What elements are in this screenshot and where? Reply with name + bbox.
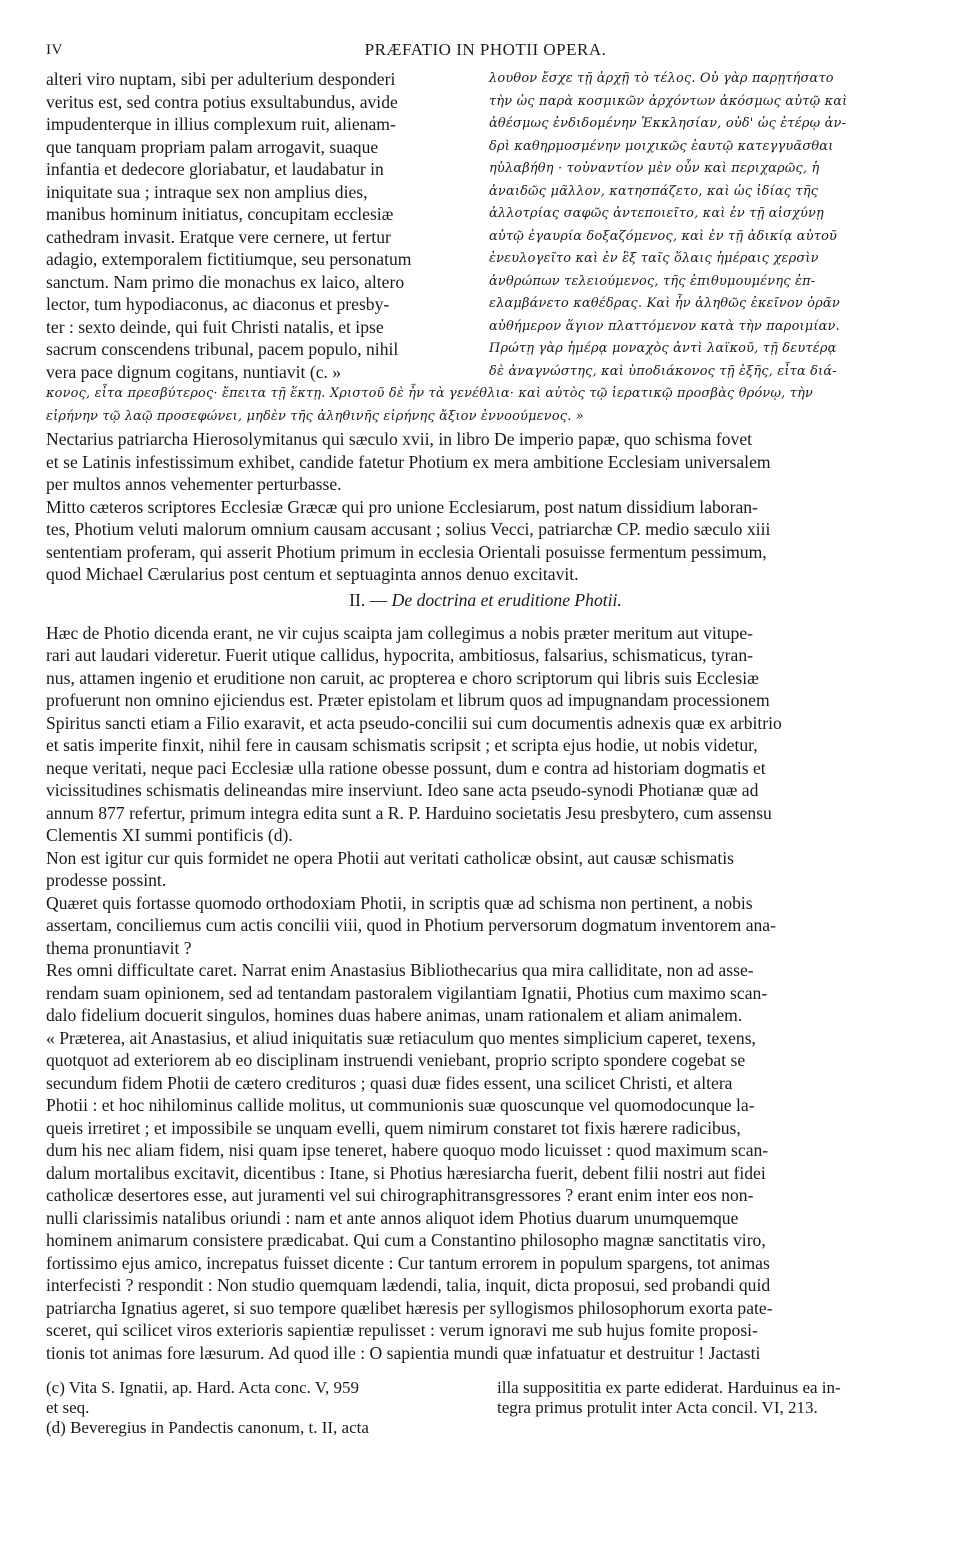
text-line: vicissitudines schismatis delineandas mire inserviunt. Ideo sane acta pseudo-synodi Photianæ quæ ad: [46, 780, 759, 800]
footnote-line: (d) Beveregius in Pandectis canonum, t. II, acta: [46, 1418, 369, 1437]
text-line: impudenterque in illius complexum ruit, alienam-: [46, 114, 396, 134]
section-number: II. —: [349, 589, 388, 610]
text-line: adagio, extemporalem fictitiumque, seu personatum: [46, 249, 412, 269]
text-line: dalum mortalibus excitavit, dicentibus : Itane, si Photius hæresiarcha fuerit, debent filii nostri aut fidei: [46, 1162, 766, 1183]
greek-line: εἰρήνην τῷ λαῷ προσεφώνει, μηδὲν τῆς ἀληθινῆς εἰρήνης ἄξιον ἐννοούμενος. »: [46, 408, 584, 424]
text-line: iniquitate sua ; intraque sex non amplius dies,: [46, 181, 368, 202]
section-title: De doctrina et eruditione Photii.: [391, 589, 622, 610]
text-line: queis irretiret ; et impossibile se unquam evelli, quem nimirum constaret tot fixis hærere radicibus,: [46, 1117, 741, 1138]
text-line: vera pace dignum cogitans, nuntiavit (c. »: [46, 361, 342, 382]
greek-line: δὲ ἀναγνώστης, καὶ ὑποδιάκονος τῇ ἑξῆς, εἶτα διά-: [489, 363, 837, 379]
paragraph-res: [46, 959, 925, 1027]
text-line: catholicæ desertores esse, aut juramenti vel sui chirographitransgressores ? erant enim inter eos non-: [46, 1185, 754, 1205]
text-line: tionis tot animas fore læsurum. Ad quod ille : O sapientia mundi quæ infatuatur et destruitur ! Jactasti: [46, 1342, 761, 1363]
paragraph-haec: [46, 622, 925, 847]
two-column-block: [46, 68, 925, 383]
text-line: « Præterea, ait Anastasius, et aliud iniquitatis suæ retiaculum quo mentes simplicium caperet, texens,: [46, 1027, 756, 1048]
greek-line: ηὐλαβήθη · τοὐναντίον μὲν οὖν καὶ περιχαρῶς, ἡ: [489, 161, 820, 176]
paragraph-praeterea: [46, 1027, 925, 1365]
greek-line: αὐτῷ ἐγαυρία δοξαζόμενος, καὶ ἐν τῇ ἀδικίᾳ αὐτοῦ: [489, 228, 838, 244]
footnote-line: (c) Vita S. Ignatii, ap. Hard. Acta conc. V, 959: [46, 1378, 359, 1397]
text-line: et satis imperite finxit, nihil fere in causam schismatis scripsit ; et scripta ejus hodie, ut nobis videtur,: [46, 735, 758, 755]
greek-line: ἐνευλογεῖτο καὶ ἐν ἓξ ταῖς ὅλαις ἡμέραις χερσὶν: [489, 251, 819, 266]
text-line: neque veritati, neque paci Ecclesiæ ulla ratione obesse possunt, dum e contra ad historiam dogmatis et: [46, 757, 766, 778]
text-line: sacrum conscendens tribunal, pacem populo, nihil: [46, 339, 399, 359]
footnote-line: et seq.: [46, 1398, 90, 1417]
text-line: manibus hominum initiatus, concupitam ecclesiæ: [46, 204, 394, 224]
section-heading: [46, 588, 925, 612]
text-line: et se Latinis infestissimum exhibet, candide fatetur Photium ex mera ambitione Ecclesiam universalem: [46, 451, 771, 472]
text-line: thema pronuntiavit ?: [46, 937, 192, 958]
latin-column: [46, 68, 478, 383]
greek-line: ἀναιδῶς μᾶλλον, κατησπάζετο, καὶ ὡς ἰδίας τῆς: [489, 183, 819, 199]
text-line: ter : sexto deinde, qui fuit Christi natalis, et ipse: [46, 316, 384, 337]
footnote-line: illa supposititia ex parte ediderat. Harduinus ea in-: [497, 1378, 841, 1397]
greek-line: Πρώτῃ γὰρ ἡμέρᾳ μοναχὸς ἀντὶ λαϊκοῦ, τῇ δευτέρᾳ: [489, 341, 837, 356]
text-line: Res omni difficultate caret. Narrat enim Anastasius Bibliothecarius qua mira calliditate, non ad asse-: [46, 960, 754, 980]
text-line: quotquot ad exteriorem ab eo disciplinam instruendi veniebant, proprio scripto spondere cogebat se: [46, 1050, 746, 1070]
text-line: dum his nec aliam fidem, nisi quam ipse teneret, habere quoquo modo licuisset : quod maximum scan-: [46, 1140, 769, 1160]
paragraph-mitto: [46, 496, 925, 586]
text-line: cathedram invasit. Eratque vere cernere, ut fertur: [46, 226, 391, 247]
text-line: lector, tum hypodiaconus, ac diaconus et presby-: [46, 294, 390, 314]
text-line: Spiritus sancti etiam a Filio exaravit, et acta pseudo-concilii sui cum documentis adnexis quæ ex arbitrio: [46, 712, 782, 733]
text-line: Clementis XI summi pontificis (d).: [46, 825, 293, 845]
text-line: dalo fidelium docuerit singulos, homines duas habere animas, unam rationalem et aliam animalem.: [46, 1005, 743, 1025]
greek-line: δρὶ καθηρμοσμένην μοιχικῶς ἑαυτῷ κατεγγυᾶσθαι: [489, 138, 834, 154]
footnote-columns: [46, 1378, 925, 1438]
text-line: infantia et dedecore gloriabatur, et laudabatur in: [46, 159, 384, 179]
greek-column: [489, 68, 925, 383]
text-line: veritus est, sed contra potius exsultabundus, avide: [46, 91, 398, 112]
text-line: prodesse possint.: [46, 870, 167, 890]
text-line: Quæret quis fortasse quomodo orthodoxiam Photii, in scriptis quæ ad schisma non pertinent, a nobis: [46, 892, 753, 913]
footnotes: [46, 1378, 925, 1438]
greek-full-width: [46, 383, 925, 428]
paragraph-nectarius: [46, 428, 925, 496]
greek-line: ἀνθρώπων τελειούμενος, τῆς ἐπιθυμουμένης ἐπ-: [489, 273, 816, 289]
text-line: hominem animarum consistere prædicabat. Qui cum a Constantino philosopho magnæ sanctitatis viro,: [46, 1230, 766, 1250]
text-line: sanctum. Nam primo die monachus ex laico, altero: [46, 271, 405, 292]
greek-line: ἀθέσμως ἐνδιδομένην Ἐκκλησίαν, οὐδ' ὡς ἑτέρῳ ἀν-: [489, 116, 847, 131]
text-line: Nectarius patriarcha Hierosolymitanus qui sæculo xvii, in libro De imperio papæ, quo schisma fovet: [46, 429, 753, 449]
text-line: nulli clarissimis natalibus oriundi : nam et ante annos aliquot idem Photius duarum unumquemque: [46, 1207, 739, 1228]
text-line: rari aut laudari videretur. Fuerit utique callidus, hypocrita, ambitiosus, falsarius, schismaticus, tyran-: [46, 645, 753, 665]
paragraph-non-est: [46, 847, 925, 892]
text-line: interfecisti ? respondit : Non studio quemquam lædendi, talia, inquit, dicta proposui, sed probandi quid: [46, 1275, 771, 1295]
text-line: Photii : et hoc nihilominus callide molitus, ut communionis suæ quoscunque vel quomodocunque la-: [46, 1095, 755, 1115]
text-line: per multos annos vehementer perturbasse.: [46, 474, 342, 494]
greek-line: αὐθήμερον ἅγιον πλαττόμενον κατὰ τὴν παροιμίαν.: [489, 318, 840, 334]
text-line: fortissimo ejus amico, increpatus fuisset dicente : Cur tantum errorem in populum spargens, tot animas: [46, 1252, 770, 1273]
greek-line: τὴν ὡς παρὰ κοσμικῶν ἀρχόντων ἀκόσμως αὐτῷ καὶ: [489, 93, 848, 109]
greek-line: ελαμβάνετο καθέδρας. Καὶ ἦν ἀληθῶς ἐκεῖνον ὁρᾶν: [489, 296, 840, 311]
text-line: alteri viro nuptam, sibi per adulterium desponderi: [46, 69, 396, 89]
greek-line: κονος, εἶτα πρεσβύτερος· ἔπειτα τῇ ἕκτῃ. Χριστοῦ δὲ ἦν τὰ γενέθλια· καὶ αὐτὸς τῷ ἱερατικῷ προσβὰς θρόνῳ, τὴν: [46, 386, 814, 401]
footnotes-right: [497, 1378, 925, 1438]
text-line: sententiam proferam, qui asserit Photium primum in ecclesia Orientali posuisse fermentum pessimum,: [46, 541, 767, 562]
text-line: Non est igitur cur quis formidet ne opera Photii aut veritati catholicæ obsint, aut causæ schismatis: [46, 847, 734, 868]
text-line: secundum fidem Photii de cætero credituros ; quasi duæ fides essent, una scilicet Christi, et altera: [46, 1072, 733, 1093]
text-line: assertam, conciliemus cum actis concilii viii, quod in Photium perversorum dogmatum inventorem ana-: [46, 915, 776, 935]
footnote-line: tegra primus protulit inter Acta concil. VI, 213.: [497, 1398, 818, 1417]
text-line: Mitto cæteros scriptores Ecclesiæ Græcæ qui pro unione Ecclesiarum, post natum dissidium laboran-: [46, 496, 758, 517]
text-line: nus, attamen ingenio et eruditione non caruit, ac propterea e choro scriptorum qui libris suis Ecclesiæ: [46, 667, 759, 688]
text-line: que tanquam propriam palam arrogavit, suaque: [46, 136, 379, 157]
paragraph-quaeret: [46, 892, 925, 960]
text-line: tes, Photium veluti malorum omnium causam accusant ; solius Vecci, patriarchæ CP. medio sæculo xiii: [46, 519, 771, 539]
page-number: IV: [46, 42, 63, 58]
text-line: patriarcha Ignatius ageret, si suo tempore quælibet hæresis per syllogismos philosophorum exorta pate-: [46, 1297, 773, 1318]
text-line: profuerunt non omnino ejiciendus est. Præter epistolam et librum quos ad impugnandam processionem: [46, 690, 770, 710]
footnotes-left: [46, 1378, 486, 1438]
greek-line: λουθον ἔσχε τῇ ἀρχῇ τὸ τέλος. Οὐ γὰρ παρῃτήσατο: [489, 71, 834, 86]
text-line: sceret, qui scilicet viros exterioris sapientiæ repulisset : verum ignoravi me sub hujus fomite proposi-: [46, 1320, 758, 1340]
text-line: Hæc de Photio dicenda erant, ne vir cujus scaipta jam collegimus a nobis præter meritum aut vitupe-: [46, 622, 753, 643]
running-title: PRÆFATIO IN PHOTII OPERA.: [364, 40, 607, 59]
running-header: [46, 38, 925, 68]
text-line: annum 877 refertur, primum integra edita sunt a R. P. Harduino societatis Jesu presbytero, cum assensu: [46, 802, 772, 823]
greek-line: ἀλλοτρίας σαφῶς ἀντεποιεῖτο, καὶ ἐν τῇ αἰσχύνῃ: [489, 206, 824, 221]
main-text: [46, 428, 925, 1364]
text-line: rendam suam opinionem, sed ad tentandam pastoralem vigilantiam Ignatii, Photius cum maximo scan-: [46, 982, 768, 1003]
text-line: quod Michael Cærularius post centum et septuaginta annos denuo excitavit.: [46, 564, 579, 584]
